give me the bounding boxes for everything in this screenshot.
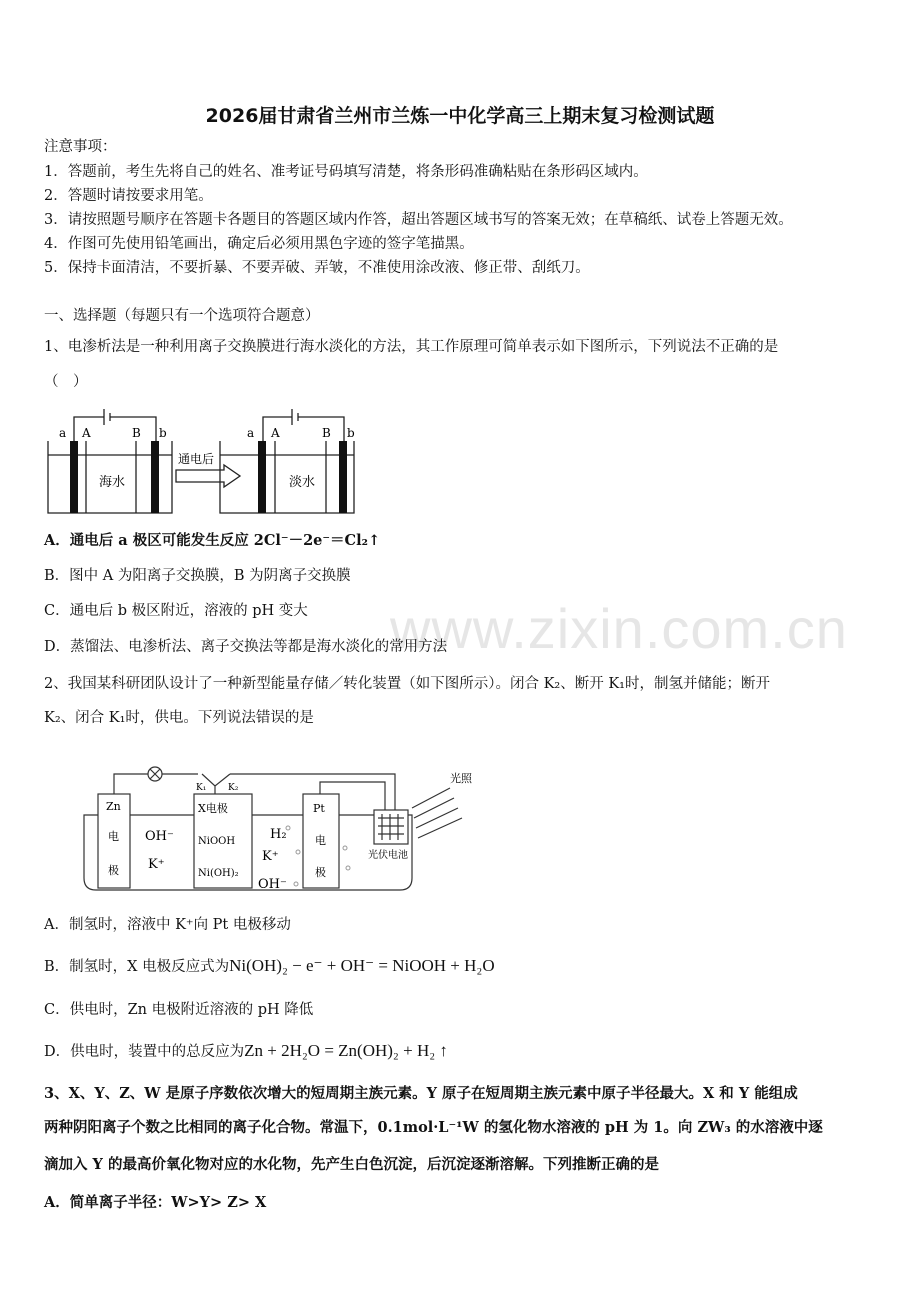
pv-cell-label: 光伏电池 [368, 850, 408, 861]
q2-option-d [44, 1041, 448, 1062]
q1-option-c: C．通电后 b 极区附近，溶液的 pH 变大 [44, 603, 308, 619]
label-A: A [82, 426, 91, 440]
q1-paren: （ ） [44, 374, 88, 390]
electrode-label: 极 [108, 864, 119, 877]
h2-label: H₂ [270, 827, 287, 842]
niooh-label: NiOOH [198, 836, 236, 847]
electrode-label: 电 [108, 830, 119, 843]
q1-option-b: B．图中 A 为阳离子交换膜，B 为阴离子交换膜 [44, 568, 351, 584]
k1-label: K₁ [196, 783, 207, 793]
electrode-label: 极 [315, 866, 326, 879]
note-item: 3．请按照题号顺序在答题卡各题目的答题区域内作答，超出答题区域书写的答案无效；在草稿纸、试卷上答题无效。 [44, 212, 793, 228]
note-item: 2．答题时请按要求用笔。 [44, 188, 213, 204]
q3-option-a: A．简单离子半径：W>Y> Z> X [44, 1194, 267, 1211]
x-electrode-label: X电极 [198, 802, 228, 815]
light-label: 光照 [450, 772, 472, 785]
note-item: 1．答题前，考生先将自己的姓名、准考证号码填写清楚，将条形码准确粘贴在条形码区域内。 [44, 164, 648, 180]
pt-label: Pt [313, 802, 325, 815]
q2-option-c: C．供电时，Zn 电极附近溶液的 pH 降低 [44, 1002, 314, 1018]
oh-label: OH⁻ [258, 877, 287, 892]
q1-option-d: D．蒸馏法、电渗析法、离子交换法等都是海水淡化的常用方法 [44, 639, 448, 655]
q3-stem-line: 3、X、Y、Z、W 是原子序数依次增大的短周期主族元素。Y 原子在短周期主族元素中原子半径最大。X 和 Y 能组成 [44, 1085, 798, 1102]
formula: Zn + 2H₂O = Zn(OH)₂ + H₂ ↑ [244, 1041, 448, 1060]
note-item: 5．保持卡面清洁，不要折暴、不要弄破、弄皱，不准使用涂改液、修正带、刮纸刀。 [44, 260, 590, 276]
arrow-label: 通电后 [178, 452, 215, 466]
freshwater-label: 淡水 [289, 475, 316, 490]
option-text: B．制氢时，X 电极反应式为 [44, 959, 230, 975]
label-b: b [159, 426, 167, 440]
k-label: K⁺ [262, 849, 279, 864]
q2-stem-line1: 2、我国某科研团队设计了一种新型能量存储／转化装置（如下图所示）。闭合 K₂、断开 K₁时，制氢并储能；断开 [44, 676, 770, 692]
label-a: a [59, 426, 67, 440]
formula: Ni(OH)₂ − e⁻ + OH⁻ = NiOOH + H₂O [229, 956, 495, 975]
oh-label: OH⁻ [145, 829, 174, 844]
k-label: K⁺ [148, 857, 165, 872]
q3-stem-line: 两种阴阳离子个数之比相同的离子化合物。常温下，0.1mol·L⁻¹W 的氢化物水溶液的 pH 为 1。向 ZW₃ 的水溶液中逐 [44, 1119, 823, 1136]
label-B: B [132, 426, 141, 440]
label-B: B [322, 426, 331, 440]
q2-option-a: A．制氢时，溶液中 K⁺向 Pt 电极移动 [44, 917, 291, 933]
section-heading: 一、选择题（每题只有一个选项符合题意） [44, 308, 320, 324]
nioh2-label: Ni(OH)₂ [198, 868, 239, 879]
label-a: a [247, 426, 255, 440]
watermark: www.zixin.com.cn [390, 597, 848, 660]
seawater-label: 海水 [99, 475, 126, 490]
q2-option-b [44, 956, 495, 977]
q3-stem-line: 滴加入 Y 的最高价氧化物对应的水化物，先产生白色沉淀，后沉淀逐渐溶解。下列推断正确的是 [44, 1156, 659, 1173]
label-A: A [271, 426, 280, 440]
page-title: 2026届甘肃省兰州市兰炼一中化学高三上期末复习检测试题 [205, 105, 715, 127]
note-item: 4．作图可先使用铅笔画出，确定后必须用黑色字迹的签字笔描黑。 [44, 236, 474, 252]
zn-label: Zn [106, 800, 121, 813]
option-text: D．供电时，装置中的总反应为 [44, 1044, 245, 1060]
q2-diagram [70, 760, 490, 900]
q2-stem-line2: K₂、闭合 K₁时，供电。下列说法错误的是 [44, 710, 314, 726]
q1-diagram [44, 405, 364, 515]
label-b: b [347, 426, 355, 440]
k2-label: K₂ [228, 783, 239, 793]
q1-stem: 1、电渗析法是一种利用离子交换膜进行海水淡化的方法，其工作原理可简单表示如下图所示，下列说法不正确的是 [44, 339, 779, 355]
notes-heading: 注意事项： [44, 139, 117, 155]
electrode-label: 电 [315, 834, 326, 847]
q1-option-a: A．通电后 a 极区可能发生反应 2Cl⁻－2e⁻＝Cl₂↑ [44, 532, 381, 549]
